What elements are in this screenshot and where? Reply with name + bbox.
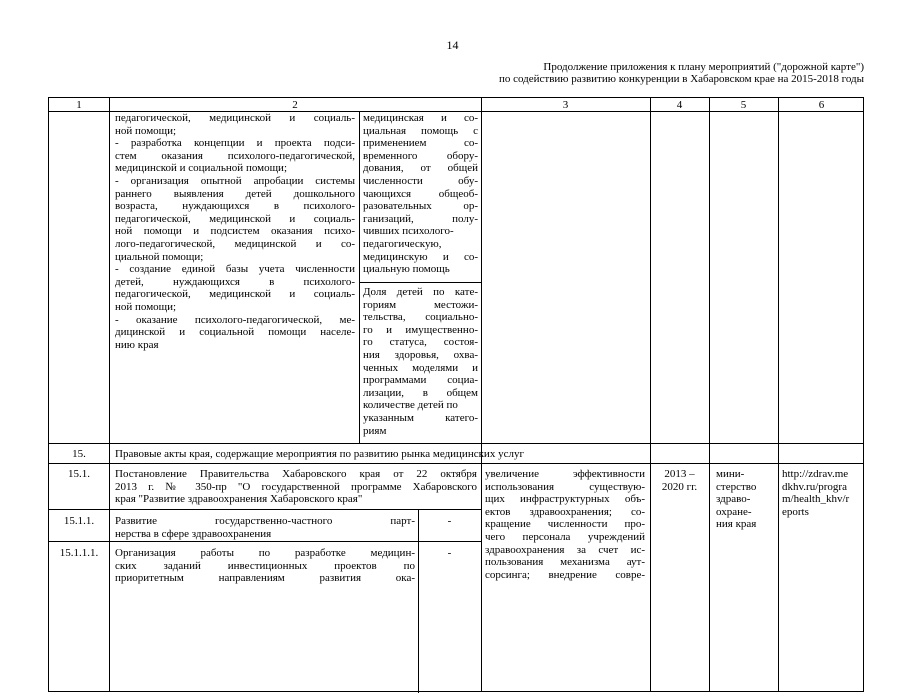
text-line: Доля детей по кате- [363,286,478,298]
col-number-1: 1 [76,99,82,111]
text-line: - организация опытной апробации системы [115,174,355,187]
subcol-line [418,509,419,693]
text-line: мини- [716,468,745,480]
row-line [49,463,863,464]
col-line [109,98,110,691]
text-line: края "Развитие здравоохранения Хабаровского края" [115,493,363,506]
text-line: здраво- [716,493,751,506]
text-line: 2013 г. № 350-пр "О государственной программе Хабаровского [115,480,477,493]
page-number: 14 [446,38,459,52]
text-line: стем оказания психолого-педагогической, [115,149,355,162]
text-line: Развитие государственно-частного парт- [115,515,415,527]
text-line: применением со- [363,137,478,150]
col-number-6: 6 [818,99,825,111]
text-line: приоритетным направлениям развития ока- [115,572,415,585]
text-line: дицинской и социальной помощи населе- [115,326,355,339]
text-line: го статуса, состоя- [363,336,478,349]
text-line: нерства в сфере здравоохранения [115,527,272,540]
row-number: 15.1.1. [63,515,95,527]
subcol-line [359,112,360,443]
text-line: гориям местожи- [363,298,478,311]
text-line: количестве детей по [363,399,458,412]
row-source-link [782,468,864,518]
text-line: eports [782,505,809,518]
text-line: Постановление Правительства Хабаровского края от 22 октября [115,468,477,480]
text-line: охране- [716,505,752,518]
row-indicator [485,468,645,581]
text-line: педагогической, медицинской и социаль- [115,212,355,225]
legal-act-title [115,468,477,506]
text-line: педагогической, медицинской и социаль- [115,112,355,124]
measure-description [115,112,355,351]
text-line: - разработка концепции и проекта подси- [115,137,355,150]
text-line: щих инфраструктурных объ- [485,493,645,506]
text-line: педагогической, медицинской и социаль- [115,288,355,301]
text-line: педагогическую, [363,237,442,250]
text-line: медицинскую и со- [363,250,478,263]
col-line [650,98,651,691]
col-number-3: 3 [562,99,569,111]
text-line: dkhv.ru/progra [782,480,847,493]
text-line: использования существую- [485,480,645,493]
text-line: указанным катего- [363,411,478,424]
text-line: медицинская и со- [363,112,478,124]
text-line: - создание единой базы учета численности [115,263,355,276]
text-line: чивших психолого- [363,225,454,238]
text-line: стерство [716,480,757,493]
col-line [709,98,710,691]
indicator-1 [363,112,478,276]
section-title: Правовые акты края, содержащие мероприятия по развитию рынка медицинских услуг [115,448,524,460]
text-line: лизации, в общем [363,386,478,399]
section-number: 15. [72,448,86,460]
row-dash: - [447,547,452,559]
text-line: кращение численности про- [485,518,645,531]
row-line [49,541,481,542]
indicator-2 [363,286,478,437]
text-line: увеличение эффективности [485,468,645,480]
text-line: ектов здравоохранения; со- [485,505,645,518]
text-line: тельства, социально- [363,311,478,324]
col-number-5: 5 [740,99,747,111]
text-line: ченных моделями и [363,361,478,374]
text-line: циальной помощи; [115,250,204,263]
text-line: ния края [716,518,757,531]
text-line: ганизаций, полу- [363,212,478,225]
row-number: 15.1.1.1. [59,547,99,559]
text-line: 2020 гг. [661,480,698,493]
text-line: разовательных ор- [363,200,478,213]
text-line: здравоохранения за счет ис- [485,543,645,556]
text-line: ной помощи; [115,124,177,137]
text-line: циальная помощь с [363,124,478,137]
text-line: численности обу- [363,174,478,187]
text-line: нию края [115,338,159,351]
text-line: чего персонала учреждений [485,530,645,543]
text-line: m/health_khv/r [782,493,850,506]
text-line: - оказание психолого-педагогической, ме- [115,313,355,326]
col-number-2: 2 [292,99,298,111]
text-line: ния здоровья, охва- [363,348,478,361]
row-text [115,515,415,540]
text-line: ских заданий инвестиционных проектов по [115,559,415,572]
text-line: Организация работы по разработке медицин- [115,547,415,559]
row-line [49,443,863,444]
text-line: циальную помощь [363,263,450,276]
row-period [650,468,709,493]
text-line: сорсинга; внедрение совре- [485,568,645,581]
text-line: го и имущественно- [363,323,478,336]
text-line: раннего выявления детей дошкольного [115,187,355,200]
row-number: 15.1. [68,468,90,480]
text-line: риям [363,424,387,437]
row-line [359,282,481,283]
text-line: ной помощи; [115,300,177,313]
text-line: пользования механизма аут- [485,556,645,569]
row-line [49,509,481,510]
text-line: http://zdrav.me [782,468,849,480]
header-line-1: Продолжение приложения к плану мероприятий ("дорожной карте") [543,61,864,73]
col-number-4: 4 [676,99,683,111]
roadmap-table [48,97,864,692]
text-line: возраста, нуждающихся в психолого- [115,200,355,213]
text-line: 2013 – [664,468,695,480]
text-line: дования, от общей [363,162,478,175]
text-line: временного обору- [363,149,478,162]
text-line: ной помощи и подсистем оказания психо- [115,225,355,238]
row-text [115,547,415,585]
text-line: медицинской и социальной помощи; [115,162,287,175]
text-line: лого-педагогической, медицинской и со- [115,237,355,250]
col-line [778,98,779,691]
text-line: чающихся общеоб- [363,187,478,200]
col-line [481,98,482,691]
row-dash: - [447,515,452,527]
text-line: детей, нуждающихся в психолого- [115,275,355,288]
header-line-2: по содействию развитию конкуренции в Хабаровском крае на 2015-2018 годы [498,73,864,85]
text-line: программами социа- [363,374,478,387]
row-executor [716,468,776,531]
